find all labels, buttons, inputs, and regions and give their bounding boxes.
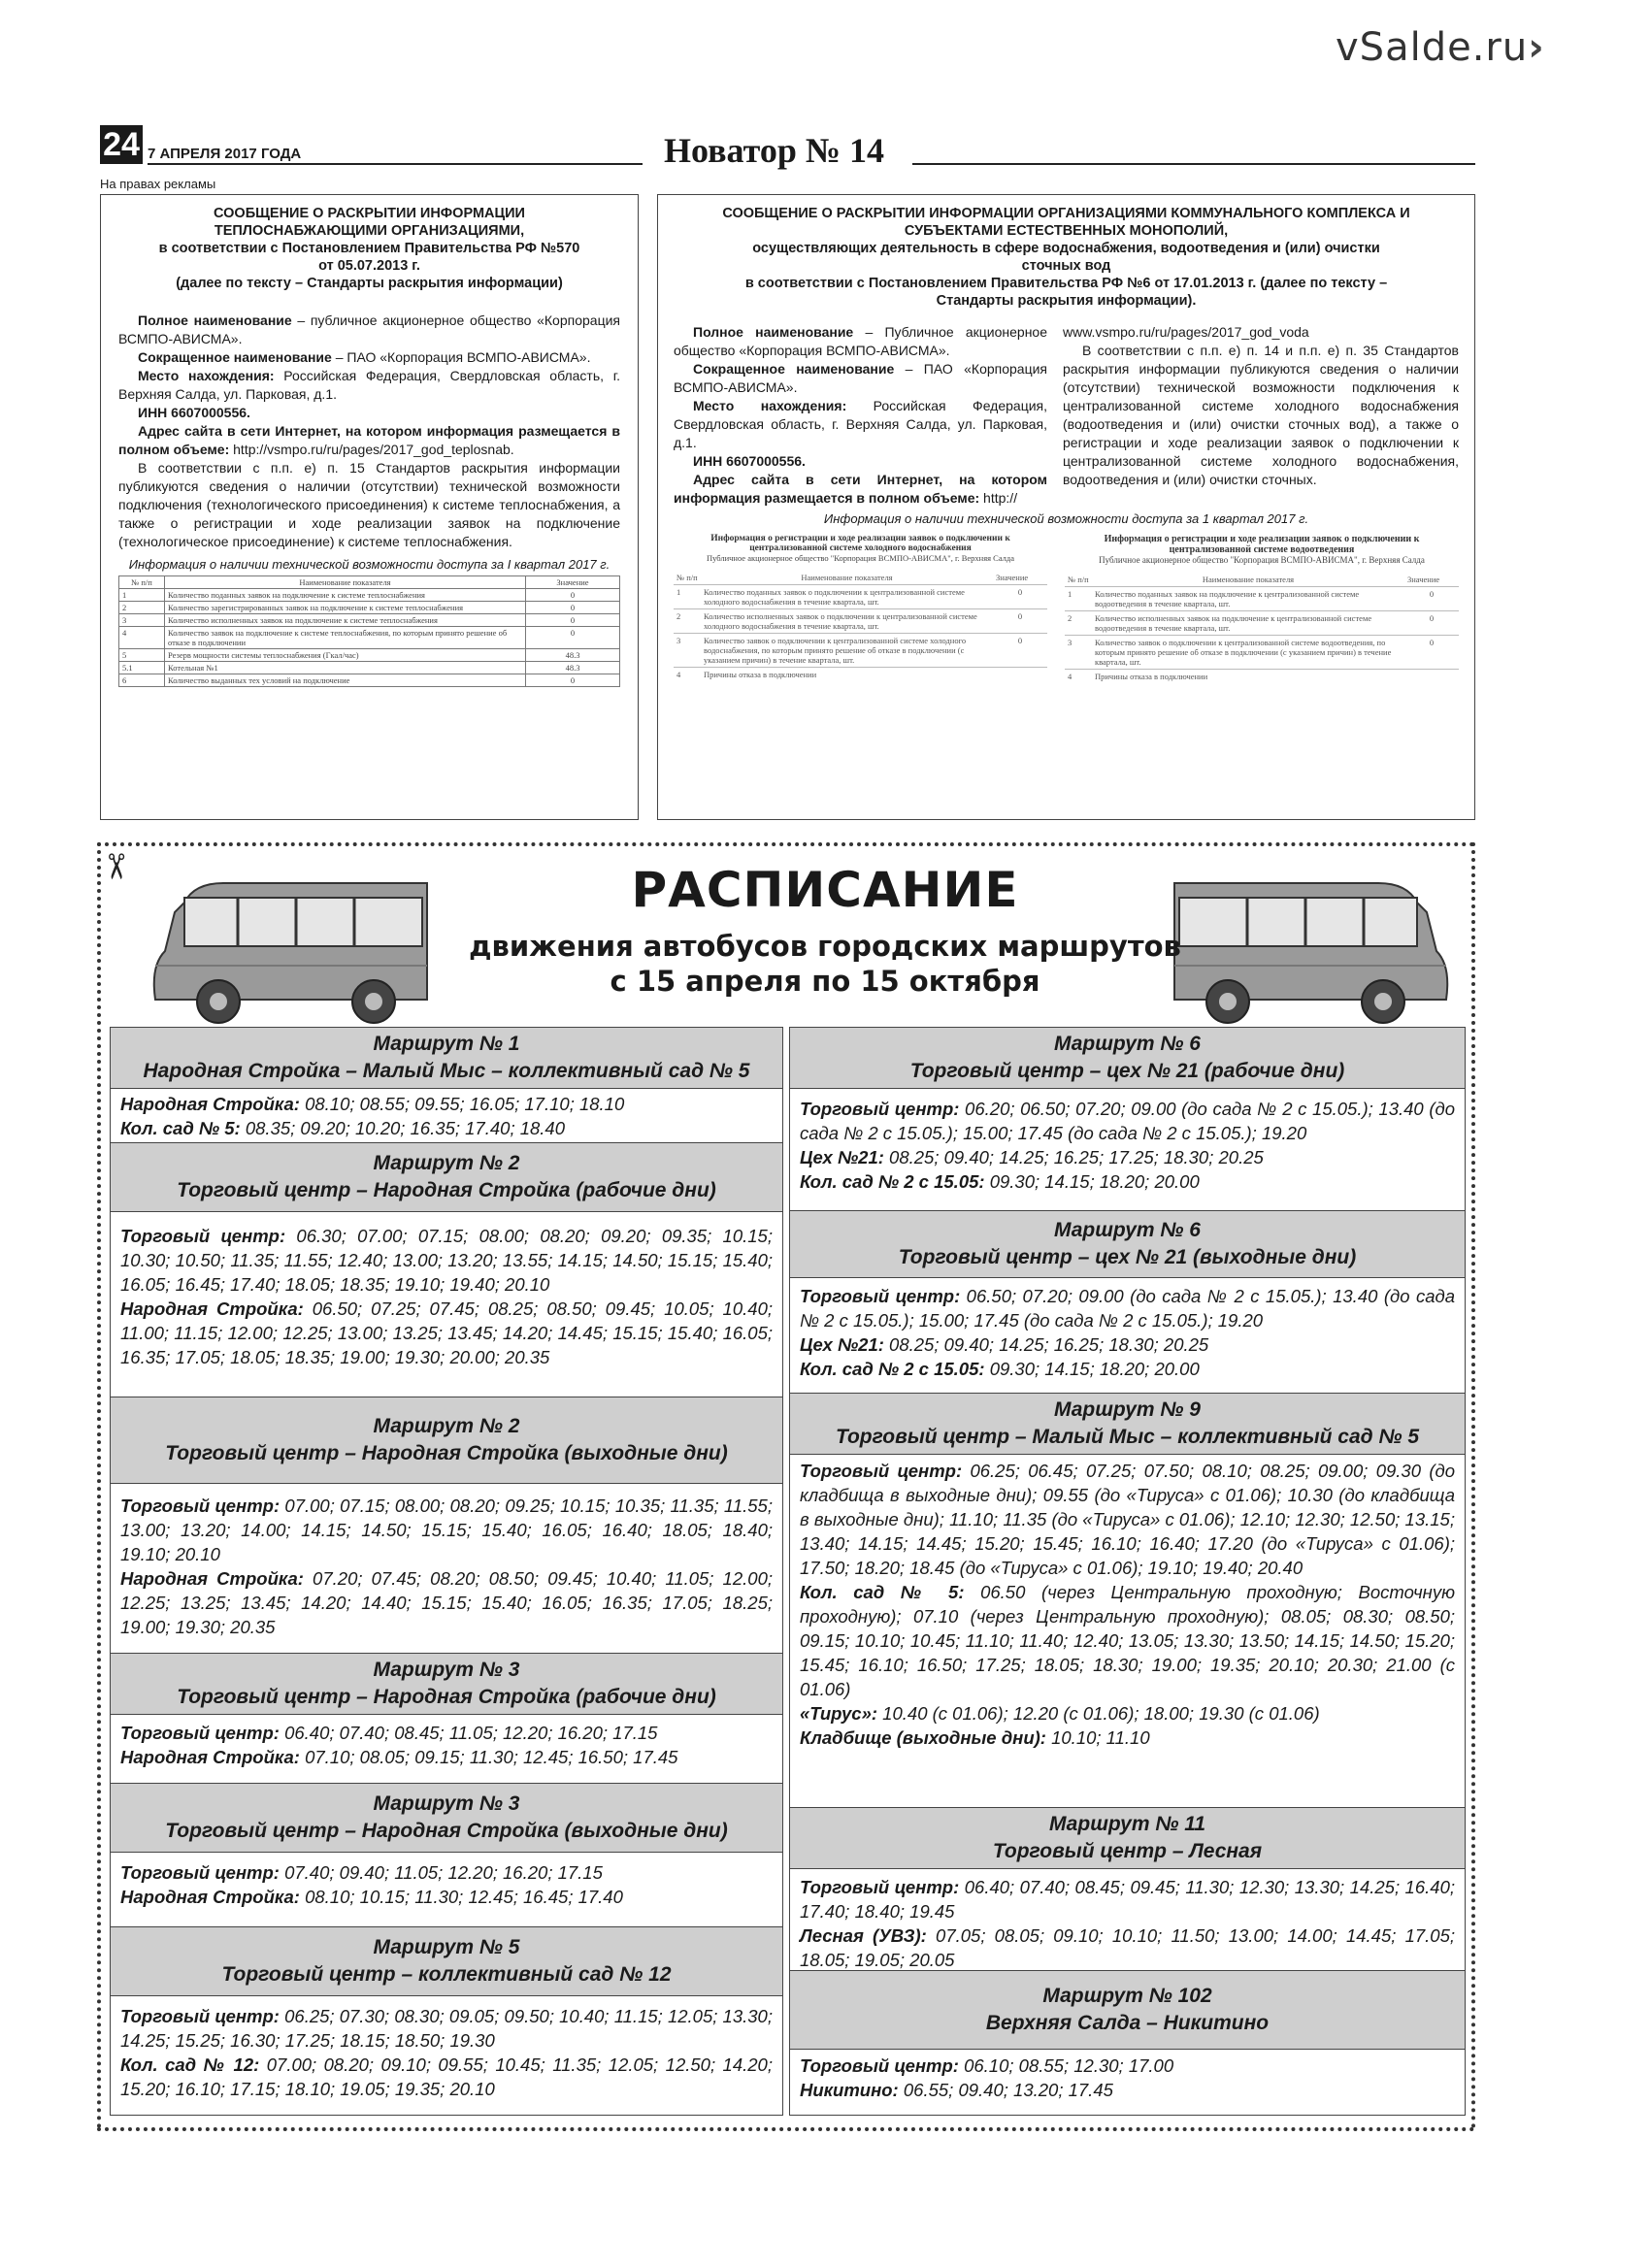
- timetable-line: [800, 1875, 1455, 1923]
- route-times: [790, 1455, 1465, 1753]
- timetable-line: [120, 1116, 773, 1140]
- header-rule-right: [912, 163, 1475, 165]
- table-cell: 2: [1065, 611, 1092, 636]
- table-cell: 0: [1404, 587, 1459, 611]
- stop-name: Торговый центр:: [800, 1461, 963, 1481]
- heat-notice-subtitle: в соответствии с Постановлением Правительства РФ №570 от 05.07.2013 г.: [158, 241, 580, 274]
- departure-times: 06.50 (через Центральную проходную; Восточную проходную); 07.10 (через Центральную проходную); 08.05; 08.30; 08.50; 09.15; 10.10; 10.45; 11.10; 11.40; 12.40; 13.05; 13.30; 13.50; 14.15; 14.50; 15.20; 15.45; 16.10; 16.50; 17.25; 18.05; 18.30; 19.00; 19.35; 20.10; 20.30; 21.00 (с 01.06): [800, 1582, 1455, 1699]
- route-number: Маршрут № 5: [373, 1936, 520, 1958]
- schedule-period: с 15 апреля по 15 октября: [610, 965, 1040, 998]
- timetable-line: [120, 1297, 773, 1369]
- water-table-left-org: Публичное акционерное общество "Корпорация ВСМПО-АВИСМА", г. Верхняя Салда: [706, 553, 1015, 563]
- route-header: [790, 1808, 1465, 1869]
- timetable-line: [120, 1885, 773, 1909]
- table-cell: Котельная №1: [165, 662, 526, 674]
- cut-line-right: [1471, 842, 1475, 2129]
- stop-name: Цех №21:: [800, 1147, 884, 1167]
- table-cell: 0: [526, 674, 620, 687]
- departure-times: 10.10; 11.10: [1045, 1727, 1150, 1748]
- route-card-5: [110, 1926, 783, 2116]
- water-short-name: Сокращенное наименование – ПАО «Корпорация ВСМПО-АВИСМА».: [674, 361, 1047, 395]
- route-number: Маршрут № 102: [1042, 1985, 1212, 2007]
- water-location: Место нахождения: Российская Федерация, Свердловская область, г. Верхняя Салда, ул. Парковая, д.1.: [674, 398, 1048, 450]
- route-path: Народная Стройка – Малый Мыс – коллективный сад № 5: [143, 1060, 750, 1082]
- table-cell: 0: [1404, 636, 1459, 670]
- route-card-102: [789, 1970, 1466, 2116]
- route-number: Маршрут № 1: [373, 1033, 520, 1055]
- water-site-cont: www.vsmpo.ru/ru/pages/2017_god_voda: [1063, 324, 1309, 340]
- table-cell: 4: [119, 627, 165, 649]
- stop-name: Торговый центр:: [120, 1862, 280, 1883]
- table-cell: 1: [674, 585, 701, 609]
- water-notice-subtitle: осуществляющих деятельность в сфере водоснабжения, водоотведения и (или) очистки сточных вод: [752, 241, 1380, 274]
- timetable-line: [800, 1580, 1455, 1701]
- water-full-name: Полное наименование – Публичное акционерное общество «Корпорация ВСМПО-АВИСМА».: [674, 324, 1048, 358]
- schedule-subtitle: движения автобусов городских маршрутов: [469, 930, 1181, 963]
- table-header-cell: № п/п: [676, 573, 698, 582]
- table-cell: Количество выданных тех условий на подключение: [165, 674, 526, 687]
- table-row: [119, 614, 620, 627]
- stop-name: Торговый центр:: [120, 1496, 280, 1516]
- departure-times: 07.40; 09.40; 11.05; 12.20; 16.20; 17.15: [279, 1862, 603, 1883]
- water-table-left-title: Информация о регистрации и ходе реализации заявок о подключении к централизованной системе холодного водоснабжения: [710, 534, 1010, 553]
- table-cell: 3: [674, 634, 701, 668]
- table-header-cell: Наименование показателя: [801, 573, 893, 582]
- timetable-line: [800, 1923, 1455, 1972]
- water-notice-col-right: [1063, 323, 1459, 508]
- table-row: [119, 649, 620, 662]
- timetable-line: [800, 2078, 1455, 2102]
- departure-times: 06.40; 07.40; 08.45; 09.45; 11.30; 12.30; 13.30; 14.25; 16.40; 17.40; 18.40; 19.45: [800, 1877, 1455, 1922]
- timetable-line: [120, 1566, 773, 1639]
- table-cell: 5: [119, 649, 165, 662]
- route-header: [790, 1971, 1465, 2050]
- table-cell: 0: [526, 627, 620, 649]
- water-table-right: [1065, 573, 1459, 683]
- table-cell: Причины отказа в подключении: [701, 668, 993, 682]
- table-cell: [993, 668, 1047, 682]
- timetable-line: [120, 1745, 773, 1769]
- route-times: [790, 1089, 1465, 1197]
- stop-name: Торговый центр:: [120, 1226, 286, 1246]
- table-row: [674, 585, 1047, 609]
- schedule-title: РАСПИСАНИЕ: [631, 862, 1019, 918]
- stop-name: Народная Стройка:: [120, 1887, 300, 1907]
- water-table-right-org: Публичное акционерное общество "Корпорация ВСМПО-АВИСМА", г. Верхняя Салда: [1099, 555, 1425, 565]
- route-number: Маршрут № 11: [1048, 1813, 1206, 1835]
- heat-notice-subtitle2: (далее по тексту – Стандарты раскрытия информации): [176, 276, 563, 291]
- water-site: Адрес сайта в сети Интернет, на котором информация размещается в полном объеме: http://: [674, 472, 1047, 506]
- route-number: Маршрут № 2: [373, 1152, 520, 1174]
- route-card-6-weekends: [789, 1210, 1466, 1394]
- stop-name: Народная Стройка:: [120, 1298, 304, 1319]
- table-cell: 6: [119, 674, 165, 687]
- heat-short-name: Сокращенное наименование – ПАО «Корпорация ВСМПО-АВИСМА».: [138, 349, 591, 365]
- route-times: [111, 1089, 782, 1143]
- timetable-line: [800, 1145, 1455, 1169]
- route-times: [111, 1853, 782, 1912]
- route-times: [790, 1869, 1465, 1975]
- route-card-3-workdays: [110, 1653, 783, 1784]
- heat-table-caption: Информация о наличии технической возможности доступа за I квартал 2017 г.: [128, 557, 610, 572]
- timetable-line: [800, 1357, 1455, 1381]
- stop-name: Цех №21:: [800, 1334, 884, 1355]
- table-row: [1065, 611, 1459, 636]
- route-card-3-weekends: [110, 1783, 783, 1927]
- table-cell: 2: [119, 602, 165, 614]
- route-path: Торговый центр – Народная Стройка (выходные дни): [165, 1820, 728, 1842]
- heat-body: В соответствии с п.п. е) п. 15 Стандартов раскрытия информации публикуются сведения о наличии (отсутствии) технической возможности подключения (технологического присоединения) к системе теплоснабжения, а также о регистрации и ходе реализации заявок на подключение (технологическое присоединение) к системе теплоснабжения.: [118, 460, 620, 549]
- water-table-left: [674, 571, 1047, 681]
- table-header-cell: № п/п: [1068, 575, 1089, 584]
- table-cell: Количество исполненных заявок на подключение к системе теплоснабжения: [165, 614, 526, 627]
- route-header: [111, 1784, 782, 1853]
- heat-inn: ИНН 6607000556.: [138, 405, 250, 420]
- stop-name: Народная Стройка:: [120, 1094, 300, 1114]
- stop-name: Никитино:: [800, 2080, 899, 2100]
- table-cell: Причины отказа в подключении: [1092, 670, 1404, 684]
- route-number: Маршрут № 6: [1054, 1219, 1201, 1241]
- table-cell: 4: [1065, 670, 1092, 684]
- route-header: [111, 1397, 782, 1484]
- timetable-line: [120, 2053, 773, 2101]
- stop-name: Народная Стройка:: [120, 1747, 300, 1767]
- table-row: [1065, 587, 1459, 611]
- route-path: Торговый центр – коллективный сад № 12: [221, 1963, 672, 1986]
- table-row: [119, 662, 620, 674]
- stop-name: Кол. сад № 2 с 15.05:: [800, 1359, 985, 1379]
- timetable-line: [800, 2054, 1455, 2078]
- route-number: Маршрут № 3: [373, 1659, 520, 1681]
- table-row: [119, 674, 620, 687]
- departure-times: 06.40; 07.40; 08.45; 11.05; 12.20; 16.20; 17.15: [279, 1723, 658, 1743]
- timetable-line: [800, 1726, 1455, 1750]
- departure-times: 06.50; 07.20; 09.00 (до сада № 2 с 15.05.); 13.40 (до сада № 2 с 15.05.); 15.00; 17.45 (до сада № 2 с 15.05.); 19.20: [800, 1286, 1456, 1331]
- advert-note: На правах рекламы: [100, 177, 216, 191]
- timetable-line: [120, 2004, 773, 2053]
- route-header: [790, 1394, 1465, 1455]
- table-cell: 0: [1404, 611, 1459, 636]
- stop-name: Торговый центр:: [800, 2055, 959, 2076]
- table-cell: 0: [526, 614, 620, 627]
- water-notice-columns: [674, 323, 1459, 508]
- newspaper-title: Новатор № 14: [664, 131, 885, 170]
- table-cell: 2: [674, 609, 701, 634]
- cut-line-top: [97, 842, 1475, 846]
- route-card-2-workdays: [110, 1142, 783, 1397]
- route-header: [111, 1028, 782, 1089]
- page-number: 24: [100, 125, 143, 164]
- stop-name: Торговый центр:: [800, 1286, 961, 1306]
- route-number: Маршрут № 2: [373, 1415, 520, 1437]
- water-notice-subtitle2: в соответствии с Постановлением Правительства РФ №6 от 17.01.2013 г. (далее по тексту – Стандарты раскрытия информации).: [744, 276, 1388, 309]
- table-header-cell: Наименование показателя: [165, 576, 526, 589]
- table-cell: 1: [119, 589, 165, 602]
- timetable-line: [120, 1224, 773, 1297]
- table-cell: 0: [993, 585, 1047, 609]
- route-times: [111, 1484, 782, 1642]
- table-cell: Количество исполненных заявок на подключение к централизованной системе водоотведения в течение квартала, шт.: [1092, 611, 1404, 636]
- table-cell: 5.1: [119, 662, 165, 674]
- table-cell: 0: [526, 589, 620, 602]
- timetable-line: [120, 1494, 773, 1566]
- route-path: Торговый центр – цех № 21 (выходные дни): [898, 1246, 1357, 1268]
- heat-table: [118, 575, 620, 687]
- route-path: Торговый центр – Малый Мыс – коллективный сад № 5: [835, 1426, 1420, 1448]
- table-header-cell: № п/п: [119, 576, 165, 589]
- table-row: [674, 668, 1047, 682]
- stop-name: Кол. сад № 5:: [120, 1118, 241, 1138]
- water-table-right-title: Информация о регистрации и ходе реализации заявок о подключении к централизованной системе водоотведения: [1104, 534, 1420, 555]
- stop-name: Кол. сад № 2 с 15.05:: [800, 1171, 985, 1192]
- table-cell: 0: [993, 609, 1047, 634]
- departure-times: 06.55; 09.40; 13.20; 17.45: [898, 2080, 1113, 2100]
- route-card-6-workdays: [789, 1027, 1466, 1211]
- issue-date: 7 АПРЕЛЯ 2017 ГОДА: [148, 146, 302, 162]
- timetable-line: [800, 1332, 1455, 1357]
- table-row: [119, 602, 620, 614]
- table-cell: Количество поданных заявок на подключение к системе теплоснабжения: [165, 589, 526, 602]
- table-row: [119, 627, 620, 649]
- route-number: Маршрут № 6: [1054, 1033, 1201, 1055]
- route-path: Торговый центр – Лесная: [992, 1840, 1263, 1862]
- water-tables: [674, 534, 1459, 683]
- table-cell: 1: [1065, 587, 1092, 611]
- departure-times: 08.10; 08.55; 09.55; 16.05; 17.10; 18.10: [299, 1094, 625, 1114]
- water-notice-title: СООБЩЕНИЕ О РАСКРЫТИИ ИНФОРМАЦИИ ОРГАНИЗАЦИЯМИ КОММУНАЛЬНОГО КОМПЛЕКСА И СУБЪЕКТАМИ ЕСТЕСТВЕННЫХ МОНОПОЛИЙ,: [722, 206, 1410, 239]
- departure-times: 07.00; 08.20; 09.10; 09.55; 10.45; 11.35; 12.05; 12.50; 14.20; 15.20; 16.10; 17.15; 18.10; 19.05; 19.35; 20.10: [120, 2054, 773, 2099]
- cut-line-left: [97, 842, 101, 2129]
- departure-times: 07.00; 07.15; 08.00; 08.20; 09.25; 10.15; 10.35; 11.35; 11.55; 13.00; 13.20; 14.00; 14.15; 14.50; 15.15; 15.40; 16.05; 16.40; 18.05; 18.40; 19.10; 20.10: [120, 1496, 773, 1564]
- stop-name: Народная Стройка:: [120, 1568, 304, 1589]
- route-card-9: [789, 1393, 1466, 1808]
- table-cell: [1404, 670, 1459, 684]
- timetable-line: [800, 1459, 1455, 1580]
- table-row: [674, 609, 1047, 634]
- route-path: Торговый центр – Народная Стройка (рабочие дни): [177, 1686, 716, 1708]
- stop-name: Кол. сад № 5:: [800, 1582, 965, 1602]
- route-header: [790, 1211, 1465, 1278]
- departure-times: 06.10; 08.55; 12.30; 17.00: [958, 2055, 1174, 2076]
- table-row: [674, 634, 1047, 668]
- route-path: Торговый центр – цех № 21 (рабочие дни): [909, 1060, 1345, 1082]
- departure-times: 09.30; 14.15; 18.20; 20.00: [984, 1171, 1200, 1192]
- table-header-cell: Наименование показателя: [1202, 575, 1295, 584]
- table-cell: 0: [526, 602, 620, 614]
- route-times: [111, 1212, 782, 1372]
- water-body: В соответствии с п.п. е) п. 14 и п.п. е) п. 35 Стандартов раскрытия информации публикуются сведения о наличии (отсутствии) технической возможности подключения к централизованной системе холодного водоснабжения (водоотведения и (или) очистки сточных вод), а также о регистрации и ходе реализации заявок о подключении к централизованной системе холодного водоснабжения, водоотведения и (или) очистки сточных.: [1063, 343, 1459, 487]
- departure-times: 07.20; 07.45; 08.20; 08.50; 09.45; 10.40; 11.05; 12.00; 12.25; 13.25; 13.45; 14.20; 14.40; 15.15; 15.40; 16.05; 16.35; 17.05; 18.25; 19.00; 19.30; 20.35: [120, 1568, 773, 1637]
- route-number: Маршрут № 9: [1054, 1398, 1201, 1421]
- departure-times: 06.25; 06.45; 07.25; 07.50; 08.10; 08.25; 09.00; 09.30 (до кладбища в выходные дни); 09.55 (до «Тируса» с 01.06); 10.30 (до кладбища в выходные дни); 11.10; 11.35 (до «Тируса» с 01.06); 12.10; 12.30; 12.50; 13.15; 13.40; 14.15; 14.45; 15.20; 15.45; 16.10; 16.40; 17.20 (до «Тируса» с 01.06); 17.50; 18.20; 18.45 (до «Тируса» с 01.06); 19.10; 19.40; 20.40: [800, 1461, 1455, 1578]
- heat-location: Место нахождения: Российская Федерация, Свердловская область, г. Верхняя Салда, ул. Парковая, д.1.: [118, 368, 621, 402]
- departure-times: 10.40 (с 01.06); 12.20 (с 01.06); 18.00; 19.30 (с 01.06): [877, 1703, 1320, 1724]
- stop-name: Торговый центр:: [120, 1723, 280, 1743]
- route-times: [111, 1996, 782, 2104]
- table-header-row: [674, 571, 1047, 585]
- timetable-line: [800, 1097, 1455, 1145]
- table-cell: Количество заявок на подключение к системе теплоснабжения, по которым принято решение об отказе в подключении: [165, 627, 526, 649]
- route-header: [111, 1927, 782, 1996]
- table-cell: 48.3: [526, 649, 620, 662]
- route-path: Торговый центр – Народная Стройка (выходные дни): [165, 1442, 728, 1464]
- stop-name: Кладбище (выходные дни):: [800, 1727, 1046, 1748]
- table-cell: Количество поданных заявок на подключение к централизованной системе водоотведения в течение квартала, шт.: [1092, 587, 1404, 611]
- route-times: [790, 2050, 1465, 2105]
- timetable-line: [800, 1284, 1455, 1332]
- table-row: [1065, 670, 1459, 684]
- timetable-line: [800, 1169, 1455, 1194]
- departure-times: 07.10; 08.05; 09.15; 11.30; 12.45; 16.50; 17.45: [299, 1747, 678, 1767]
- stop-name: Лесная (УВЗ):: [800, 1925, 927, 1946]
- table-cell: 3: [1065, 636, 1092, 670]
- timetable-line: [800, 1701, 1455, 1726]
- stop-name: «Тирус»:: [800, 1703, 878, 1724]
- departure-times: 07.05; 08.05; 09.10; 10.10; 11.50; 13.00; 14.00; 14.45; 17.05; 18.05; 19.05; 20.05: [800, 1925, 1455, 1970]
- departure-times: 06.50; 07.25; 07.45; 08.25; 08.50; 09.45; 10.05; 10.40; 11.00; 11.15; 12.00; 12.25; 13.00; 13.25; 13.45; 14.20; 14.45; 15.15; 15.40; 16.05; 16.35; 17.05; 18.05; 18.35; 19.00; 19.30; 20.00; 20.35: [120, 1298, 773, 1367]
- site-logo[interactable]: [1336, 25, 1545, 70]
- table-cell: Количество заявок о подключении к централизованной системе холодного водоснабжения, по которым принято решение об отказе в подключении (с указанием причин) в течение квартала, шт.: [701, 634, 993, 668]
- table-header-cell: Значение: [996, 573, 1029, 582]
- departure-times: 08.10; 10.15; 11.30; 12.45; 16.45; 17.40: [299, 1887, 623, 1907]
- table-header-cell: Значение: [526, 576, 620, 589]
- heat-full-name: Полное наименование – публичное акционерное общество «Корпорация ВСМПО-АВИСМА».: [118, 312, 620, 346]
- table-cell: 48.3: [526, 662, 620, 674]
- departure-times: 08.25; 09.40; 14.25; 16.25; 17.25; 18.30; 20.25: [883, 1147, 1264, 1167]
- route-header: [111, 1654, 782, 1715]
- departure-times: 08.35; 09.20; 10.20; 16.35; 17.40; 18.40: [240, 1118, 566, 1138]
- table-cell: Количество зарегистрированных заявок на подключение к системе теплоснабжения: [165, 602, 526, 614]
- timetable-line: [120, 1721, 773, 1745]
- departure-times: 06.25; 07.30; 08.30; 09.05; 09.50; 10.40; 11.15; 12.05; 13.30; 14.25; 15.25; 16.30; 17.25; 18.15; 18.50; 19.30: [120, 2006, 773, 2051]
- stop-name: Торговый центр:: [800, 1877, 960, 1897]
- stop-name: Торговый центр:: [800, 1099, 960, 1119]
- chevron-right-icon: ›: [1528, 25, 1545, 70]
- route-number: Маршрут № 3: [373, 1792, 520, 1815]
- water-table-right-wrap: [1065, 534, 1459, 683]
- cut-line-bottom: [97, 2127, 1475, 2131]
- departure-times: 08.25; 09.40; 14.25; 16.25; 18.30; 20.25: [883, 1334, 1209, 1355]
- route-times: [111, 1715, 782, 1772]
- water-caption: Информация о наличии технической возможности доступа за 1 квартал 2017 г.: [823, 511, 1309, 526]
- header-rule-left: [148, 163, 643, 165]
- departure-times: 09.30; 14.15; 18.20; 20.00: [984, 1359, 1200, 1379]
- route-path: Верхняя Салда – Никитино: [985, 2012, 1270, 2034]
- departure-times: 06.30; 07.00; 07.15; 08.00; 08.20; 09.20; 09.35; 10.15; 10.30; 10.50; 11.35; 11.55; 12.40; 13.00; 13.20; 13.55; 14.15; 14.50; 15.15; 15.40; 16.05; 16.45; 17.40; 18.05; 18.35; 19.10; 19.40; 20.10: [120, 1226, 773, 1295]
- table-cell: 4: [674, 668, 701, 682]
- table-header-row: [1065, 573, 1459, 587]
- table-cell: 3: [119, 614, 165, 627]
- stop-name: Кол. сад № 12:: [120, 2054, 260, 2075]
- table-cell: 0: [993, 634, 1047, 668]
- route-path: Торговый центр – Народная Стройка (рабочие дни): [177, 1179, 716, 1201]
- route-times: [790, 1278, 1465, 1384]
- scissors-icon: ✂: [96, 851, 137, 882]
- water-supply-notice: [657, 194, 1475, 820]
- heat-supply-notice: [100, 194, 639, 820]
- table-cell: Резерв мощности системы теплоснабжения (Гкал/час): [165, 649, 526, 662]
- site-logo-text: vSalde.ru: [1336, 25, 1529, 70]
- heat-site: Адрес сайта в сети Интернет, на котором информация размещается в полном объеме: http://vsmpo.ru/ru/pages/2017_god_teplosnab.: [118, 423, 620, 457]
- water-notice-col-left: [674, 323, 1047, 508]
- table-header-row: [119, 576, 620, 589]
- heat-notice-title: СООБЩЕНИЕ О РАСКРЫТИИ ИНФОРМАЦИИ ТЕПЛОСНАБЖАЮЩИМИ ОРГАНИЗАЦИЯМИ,: [214, 206, 525, 239]
- table-row: [119, 589, 620, 602]
- route-card-11: [789, 1807, 1466, 1971]
- departure-times: 06.20; 06.50; 07.20; 09.00 (до сада № 2 с 15.05.); 13.40 (до сада № 2 с 15.05.); 15.00; 17.45 (до сада № 2 с 15.05.); 19.20: [800, 1099, 1455, 1143]
- table-cell: Количество исполненных заявок о подключении к централизованной системе холодного водоснабжения в течение квартала, шт.: [701, 609, 993, 634]
- table-cell: Количество заявок о подключении к централизованной системе водоотведения, по которым принято решение об отказе в подключении (с указанием причин) в течение квартала, шт.: [1092, 636, 1404, 670]
- water-table-left-wrap: [674, 534, 1047, 683]
- route-header: [111, 1143, 782, 1212]
- route-card-2-weekends: [110, 1397, 783, 1654]
- table-row: [1065, 636, 1459, 670]
- table-cell: Количество поданных заявок о подключении к централизованной системе холодного водоснабжения в течение квартала, шт.: [701, 585, 993, 609]
- route-card-1: [110, 1027, 783, 1143]
- timetable-line: [120, 1860, 773, 1885]
- timetable-line: [120, 1092, 773, 1116]
- route-header: [790, 1028, 1465, 1089]
- table-header-cell: Значение: [1407, 575, 1440, 584]
- stop-name: Торговый центр:: [120, 2006, 280, 2026]
- water-inn: ИНН 6607000556.: [693, 453, 806, 469]
